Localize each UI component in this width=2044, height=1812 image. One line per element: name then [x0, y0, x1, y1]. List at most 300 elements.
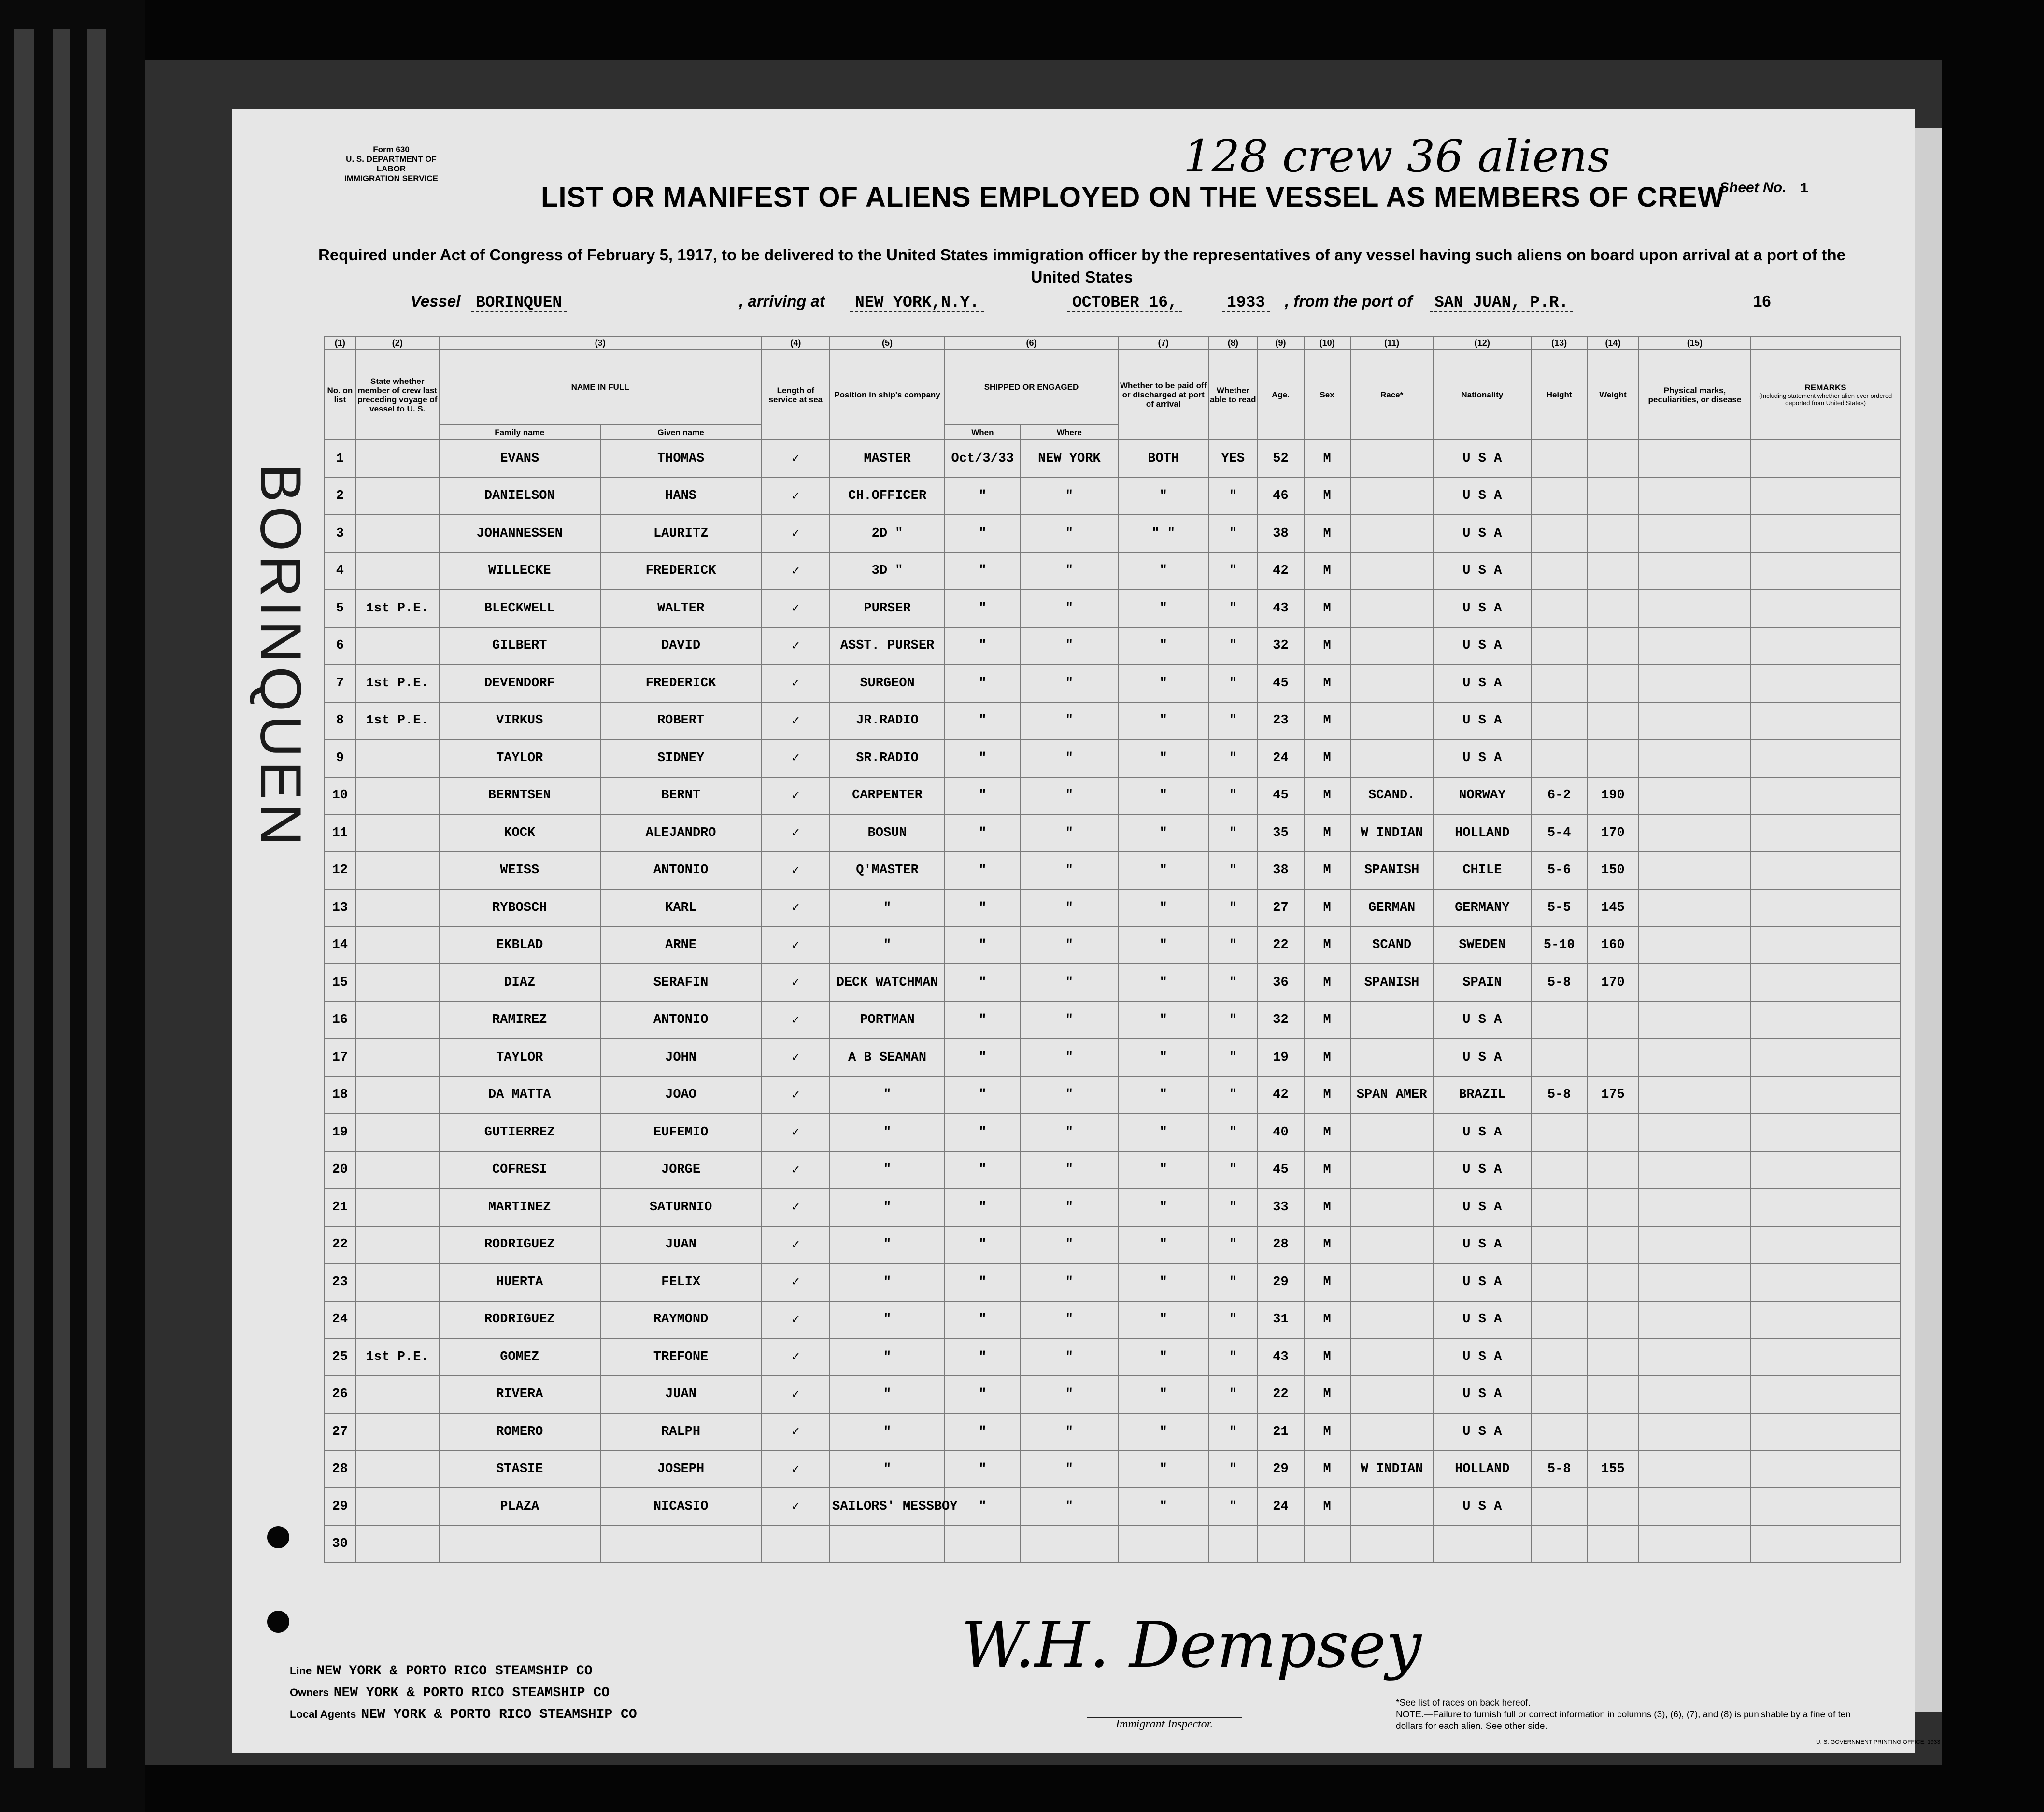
previous-voyage-cell — [356, 440, 439, 478]
given-name-cell: HANS — [600, 478, 762, 515]
inspector-signature: W.H. Dempsey — [961, 1608, 1421, 1682]
weight-cell — [1587, 627, 1638, 665]
race-cell — [1350, 478, 1434, 515]
row-number: 1 — [324, 440, 356, 478]
previous-voyage-cell — [356, 478, 439, 515]
sex-cell: M — [1304, 1301, 1350, 1339]
header-where: Where — [1021, 425, 1118, 440]
given-name-cell: RALPH — [600, 1413, 762, 1451]
service-check-mark: ✓ — [762, 440, 830, 478]
nationality-cell: U S A — [1434, 552, 1531, 590]
header-row — [324, 350, 1900, 425]
height-cell — [1531, 1338, 1587, 1376]
crew-row — [324, 1338, 1900, 1376]
paid-off-cell: " — [1118, 1114, 1208, 1151]
paid-off-cell: " — [1118, 1301, 1208, 1339]
position-cell — [830, 1526, 945, 1563]
service-check-mark: ✓ — [762, 739, 830, 777]
nationality-cell: HOLLAND — [1434, 814, 1531, 852]
shipped-when-cell: " — [945, 515, 1021, 552]
service-check-mark: ✓ — [762, 777, 830, 815]
header-remarks-title: REMARKS — [1804, 383, 1846, 392]
row-number: 25 — [324, 1338, 356, 1376]
header-remarks-note: (Including statement whether alien ever ordered deported from United States) — [1759, 392, 1892, 407]
given-name-cell: ARNE — [600, 927, 762, 964]
able-to-read-cell: " — [1208, 852, 1257, 890]
previous-voyage-cell — [356, 1301, 439, 1339]
physical-marks-cell — [1639, 1451, 1751, 1488]
sex-cell: M — [1304, 515, 1350, 552]
row-number: 19 — [324, 1114, 356, 1151]
age-cell: 35 — [1257, 814, 1304, 852]
shipped-when-cell: " — [945, 1451, 1021, 1488]
able-to-read-cell: " — [1208, 1376, 1257, 1414]
shipped-where-cell: " — [1021, 1263, 1118, 1301]
nationality-cell: U S A — [1434, 440, 1531, 478]
family-name-cell: DIAZ — [439, 964, 600, 1002]
header-paid-off: Whether to be paid off or discharged at port of arrival — [1118, 350, 1208, 440]
remarks-cell — [1751, 440, 1900, 478]
shipped-where-cell: " — [1021, 1338, 1118, 1376]
given-name-cell — [600, 1526, 762, 1563]
position-cell: " — [830, 1189, 945, 1226]
sex-cell: M — [1304, 814, 1350, 852]
given-name-cell: JUAN — [600, 1376, 762, 1414]
sex-cell: M — [1304, 777, 1350, 815]
page-subtitle: Required under Act of Congress of February 5, 1917, to be delivered to the United States immigration officer by the representatives of any vessel having such aliens on board upon arrival at a port of the United States — [318, 246, 1845, 286]
family-name-cell: KOCK — [439, 814, 600, 852]
form-department: U. S. DEPARTMENT OF LABOR — [346, 155, 437, 173]
height-cell — [1531, 1263, 1587, 1301]
age-cell: 42 — [1257, 1076, 1304, 1114]
shipped-where-cell: " — [1021, 1151, 1118, 1189]
shipped-where-cell: " — [1021, 515, 1118, 552]
service-check-mark: ✓ — [762, 1039, 830, 1076]
previous-voyage-cell — [356, 1263, 439, 1301]
shipped-where-cell: " — [1021, 1376, 1118, 1414]
column-number: (4) — [762, 336, 830, 350]
height-cell — [1531, 1488, 1587, 1526]
shipped-where-cell: " — [1021, 1226, 1118, 1264]
service-check-mark: ✓ — [762, 515, 830, 552]
position-cell: PORTMAN — [830, 1002, 945, 1039]
position-cell: " — [830, 1413, 945, 1451]
weight-cell — [1587, 1301, 1638, 1339]
physical-marks-cell — [1639, 1338, 1751, 1376]
physical-marks-cell — [1639, 1526, 1751, 1563]
service-check-mark: ✓ — [762, 702, 830, 740]
shipped-when-cell: " — [945, 1263, 1021, 1301]
age-cell: 21 — [1257, 1413, 1304, 1451]
previous-voyage-cell — [356, 1039, 439, 1076]
physical-marks-cell — [1639, 665, 1751, 702]
race-cell — [1350, 1301, 1434, 1339]
signature-caption: Immigrant Inspector. — [1087, 1717, 1242, 1731]
row-number: 9 — [324, 739, 356, 777]
row-number: 6 — [324, 627, 356, 665]
weight-cell: 190 — [1587, 777, 1638, 815]
sheet-value: 1 — [1800, 181, 1809, 197]
row-number: 21 — [324, 1189, 356, 1226]
row-number: 2 — [324, 478, 356, 515]
family-name-cell: TAYLOR — [439, 1039, 600, 1076]
row-number: 29 — [324, 1488, 356, 1526]
nationality-cell: U S A — [1434, 1338, 1531, 1376]
service-check-mark: ✓ — [762, 1488, 830, 1526]
height-cell — [1531, 1151, 1587, 1189]
remarks-cell — [1751, 1263, 1900, 1301]
height-cell: 5-10 — [1531, 927, 1587, 964]
race-cell — [1350, 1114, 1434, 1151]
column-number — [1751, 336, 1900, 350]
weight-cell: 150 — [1587, 852, 1638, 890]
able-to-read-cell: " — [1208, 1076, 1257, 1114]
column-number: (13) — [1531, 336, 1587, 350]
paid-off-cell: " — [1118, 964, 1208, 1002]
age-cell: 31 — [1257, 1301, 1304, 1339]
given-name-cell: ROBERT — [600, 702, 762, 740]
row-number: 13 — [324, 889, 356, 927]
position-cell: " — [830, 1076, 945, 1114]
race-cell — [1350, 1488, 1434, 1526]
shipped-when-cell: " — [945, 1076, 1021, 1114]
able-to-read-cell: YES — [1208, 440, 1257, 478]
given-name-cell: RAYMOND — [600, 1301, 762, 1339]
age-cell: 33 — [1257, 1189, 1304, 1226]
race-cell — [1350, 1226, 1434, 1264]
page-title: LIST OR MANIFEST OF ALIENS EMPLOYED ON THE VESSEL AS MEMBERS OF CREW — [541, 182, 1725, 213]
shipped-where-cell: " — [1021, 1076, 1118, 1114]
remarks-cell — [1751, 478, 1900, 515]
family-name-cell: GUTIERREZ — [439, 1114, 600, 1151]
crew-row — [324, 889, 1900, 927]
crew-row — [324, 1151, 1900, 1189]
position-cell: " — [830, 889, 945, 927]
remarks-cell — [1751, 1114, 1900, 1151]
given-name-cell: SATURNIO — [600, 1189, 762, 1226]
previous-voyage-cell — [356, 1451, 439, 1488]
physical-marks-cell — [1639, 852, 1751, 890]
column-number: (8) — [1208, 336, 1257, 350]
age-cell: 42 — [1257, 552, 1304, 590]
shipped-when-cell: " — [945, 889, 1021, 927]
given-name-cell: SIDNEY — [600, 739, 762, 777]
height-cell — [1531, 1413, 1587, 1451]
race-cell — [1350, 739, 1434, 777]
given-name-cell: FREDERICK — [600, 552, 762, 590]
given-name-cell: ANTONIO — [600, 852, 762, 890]
able-to-read-cell: " — [1208, 665, 1257, 702]
paid-off-cell: " — [1118, 627, 1208, 665]
handwritten-annotation: 128 crew 36 aliens — [1183, 130, 1610, 182]
paid-off-cell: " — [1118, 1451, 1208, 1488]
shipped-when-cell: " — [945, 1226, 1021, 1264]
weight-cell — [1587, 1526, 1638, 1563]
weight-cell — [1587, 1114, 1638, 1151]
header-weight: Weight — [1587, 350, 1638, 440]
folder-strip — [14, 29, 34, 1768]
column-number: (1) — [324, 336, 356, 350]
height-cell — [1531, 1039, 1587, 1076]
remarks-cell — [1751, 665, 1900, 702]
previous-voyage-cell — [356, 964, 439, 1002]
shipped-when-cell: " — [945, 1376, 1021, 1414]
nationality-cell: CHILE — [1434, 852, 1531, 890]
remarks-cell — [1751, 1376, 1900, 1414]
family-name-cell: DANIELSON — [439, 478, 600, 515]
shipped-when-cell: " — [945, 1413, 1021, 1451]
owners-field: Owners NEW YORK & PORTO RICO STEAMSHIP CO — [290, 1685, 610, 1700]
remarks-cell — [1751, 1488, 1900, 1526]
sex-cell: M — [1304, 1076, 1350, 1114]
previous-voyage-cell — [356, 927, 439, 964]
row-number: 5 — [324, 590, 356, 627]
previous-voyage-cell — [356, 1488, 439, 1526]
previous-voyage-cell — [356, 1002, 439, 1039]
service-check-mark: ✓ — [762, 814, 830, 852]
sheet-label: Sheet No. — [1719, 180, 1787, 196]
service-check-mark: ✓ — [762, 1002, 830, 1039]
physical-marks-cell — [1639, 1039, 1751, 1076]
paid-off-cell: " — [1118, 552, 1208, 590]
race-cell: SCAND — [1350, 927, 1434, 964]
height-cell — [1531, 665, 1587, 702]
family-name-cell: WEISS — [439, 852, 600, 890]
nationality-cell: U S A — [1434, 478, 1531, 515]
physical-marks-cell — [1639, 1189, 1751, 1226]
height-cell — [1531, 702, 1587, 740]
physical-marks-cell — [1639, 1263, 1751, 1301]
shipped-where-cell: " — [1021, 814, 1118, 852]
remarks-cell — [1751, 1526, 1900, 1563]
sex-cell: M — [1304, 665, 1350, 702]
nationality-cell: U S A — [1434, 1263, 1531, 1301]
able-to-read-cell: " — [1208, 627, 1257, 665]
arrival-year: 1933 — [1222, 292, 1270, 311]
sex-cell: M — [1304, 552, 1350, 590]
sex-cell: M — [1304, 1488, 1350, 1526]
header-previous-voyage: State whether member of crew last preceding voyage of vessel to U. S. — [356, 350, 439, 440]
height-cell — [1531, 440, 1587, 478]
remarks-cell — [1751, 927, 1900, 964]
service-check-mark: ✓ — [762, 1226, 830, 1264]
sex-cell: M — [1304, 1151, 1350, 1189]
weight-cell — [1587, 665, 1638, 702]
height-cell — [1531, 627, 1587, 665]
height-cell: 5-8 — [1531, 1451, 1587, 1488]
sheet-number — [1719, 180, 1808, 197]
physical-marks-cell — [1639, 440, 1751, 478]
service-check-mark — [762, 1526, 830, 1563]
age-cell: 27 — [1257, 889, 1304, 927]
service-check-mark: ✓ — [762, 1263, 830, 1301]
sex-cell: M — [1304, 702, 1350, 740]
position-cell: CH.OFFICER — [830, 478, 945, 515]
family-name-cell: HUERTA — [439, 1263, 600, 1301]
form-service: IMMIGRATION SERVICE — [344, 174, 438, 183]
row-number: 3 — [324, 515, 356, 552]
service-check-mark: ✓ — [762, 1114, 830, 1151]
shipped-where-cell: " — [1021, 627, 1118, 665]
height-cell: 5-6 — [1531, 852, 1587, 890]
crew-row — [324, 1039, 1900, 1076]
header-age: Age. — [1257, 350, 1304, 440]
year-suffix: 16 — [1753, 292, 1771, 310]
row-number: 10 — [324, 777, 356, 815]
crew-row — [324, 739, 1900, 777]
remarks-cell — [1751, 702, 1900, 740]
able-to-read-cell: " — [1208, 814, 1257, 852]
remarks-cell — [1751, 1189, 1900, 1226]
weight-cell — [1587, 1488, 1638, 1526]
paid-off-cell: " — [1118, 927, 1208, 964]
family-name-cell: MARTINEZ — [439, 1189, 600, 1226]
age-cell: 22 — [1257, 927, 1304, 964]
able-to-read-cell — [1208, 1526, 1257, 1563]
crew-manifest-table — [324, 336, 1901, 1563]
physical-marks-cell — [1639, 1301, 1751, 1339]
row-number: 30 — [324, 1526, 356, 1563]
nationality-cell: U S A — [1434, 1226, 1531, 1264]
age-cell: 52 — [1257, 440, 1304, 478]
header-service: Length of service at sea — [762, 350, 830, 440]
able-to-read-cell: " — [1208, 1451, 1257, 1488]
paid-off-cell: " — [1118, 1151, 1208, 1189]
shipped-where-cell: " — [1021, 777, 1118, 815]
weight-cell — [1587, 1263, 1638, 1301]
paid-off-cell: " — [1118, 1488, 1208, 1526]
shipped-when-cell: " — [945, 1114, 1021, 1151]
remarks-cell — [1751, 1451, 1900, 1488]
arrival-port: NEW YORK,N.Y. — [850, 292, 984, 311]
paid-off-cell: " — [1118, 1376, 1208, 1414]
remarks-cell — [1751, 814, 1900, 852]
family-name-cell: COFRESI — [439, 1151, 600, 1189]
shipped-where-cell: " — [1021, 964, 1118, 1002]
header-race: Race* — [1350, 350, 1434, 440]
shipped-when-cell: " — [945, 552, 1021, 590]
race-cell — [1350, 1413, 1434, 1451]
header-when: When — [945, 425, 1021, 440]
family-name-cell: DA MATTA — [439, 1076, 600, 1114]
able-to-read-cell: " — [1208, 1301, 1257, 1339]
weight-cell — [1587, 590, 1638, 627]
shipped-when-cell: " — [945, 478, 1021, 515]
shipped-where-cell: " — [1021, 702, 1118, 740]
age-cell: 38 — [1257, 515, 1304, 552]
column-number: (12) — [1434, 336, 1531, 350]
punch-hole — [267, 1611, 289, 1633]
punch-hole — [267, 1526, 289, 1548]
row-number: 20 — [324, 1151, 356, 1189]
able-to-read-cell: " — [1208, 1039, 1257, 1076]
age-cell: 32 — [1257, 627, 1304, 665]
sex-cell: M — [1304, 1413, 1350, 1451]
header-remarks — [1751, 350, 1900, 440]
row-number: 7 — [324, 665, 356, 702]
family-name-cell: RAMIREZ — [439, 1002, 600, 1039]
previous-voyage-cell — [356, 889, 439, 927]
shipped-when-cell: " — [945, 1039, 1021, 1076]
race-cell: SPANISH — [1350, 964, 1434, 1002]
able-to-read-cell: " — [1208, 702, 1257, 740]
service-check-mark: ✓ — [762, 627, 830, 665]
family-name-cell: GOMEZ — [439, 1338, 600, 1376]
shipped-when-cell: " — [945, 1488, 1021, 1526]
shipped-when-cell: " — [945, 1301, 1021, 1339]
age-cell: 40 — [1257, 1114, 1304, 1151]
crew-row — [324, 627, 1900, 665]
shipped-when-cell: " — [945, 777, 1021, 815]
previous-voyage-cell: 1st P.E. — [356, 702, 439, 740]
position-cell: SR.RADIO — [830, 739, 945, 777]
family-name-cell: WILLECKE — [439, 552, 600, 590]
nationality-cell: U S A — [1434, 590, 1531, 627]
age-cell: 24 — [1257, 739, 1304, 777]
physical-marks-cell — [1639, 478, 1751, 515]
given-name-cell: JORGE — [600, 1151, 762, 1189]
shipped-when-cell: " — [945, 739, 1021, 777]
paid-off-cell: " — [1118, 1002, 1208, 1039]
previous-voyage-cell — [356, 1413, 439, 1451]
physical-marks-cell — [1639, 964, 1751, 1002]
weight-cell: 160 — [1587, 927, 1638, 964]
age-cell: 38 — [1257, 852, 1304, 890]
race-cell — [1350, 665, 1434, 702]
nationality-cell: U S A — [1434, 1151, 1531, 1189]
sex-cell: M — [1304, 1263, 1350, 1301]
remarks-cell — [1751, 590, 1900, 627]
previous-voyage-cell: 1st P.E. — [356, 590, 439, 627]
arriving-label: , arriving at — [739, 292, 825, 310]
given-name-cell: LAURITZ — [600, 515, 762, 552]
shipped-where-cell: " — [1021, 927, 1118, 964]
remarks-cell — [1751, 1076, 1900, 1114]
header-height: Height — [1531, 350, 1587, 440]
sex-cell: M — [1304, 627, 1350, 665]
crew-row — [324, 552, 1900, 590]
physical-marks-cell — [1639, 1413, 1751, 1451]
remarks-cell — [1751, 515, 1900, 552]
position-cell: JR.RADIO — [830, 702, 945, 740]
shipped-when-cell: Oct/3/33 — [945, 440, 1021, 478]
race-cell — [1350, 590, 1434, 627]
weight-cell — [1587, 1413, 1638, 1451]
family-name-cell: ROMERO — [439, 1413, 600, 1451]
shipped-where-cell: " — [1021, 1301, 1118, 1339]
able-to-read-cell: " — [1208, 739, 1257, 777]
previous-voyage-cell — [356, 627, 439, 665]
shipped-where-cell: " — [1021, 1488, 1118, 1526]
crew-row — [324, 852, 1900, 890]
nationality-cell: BRAZIL — [1434, 1076, 1531, 1114]
given-name-cell: FREDERICK — [600, 665, 762, 702]
given-name-cell: JOHN — [600, 1039, 762, 1076]
position-cell: A B SEAMAN — [830, 1039, 945, 1076]
header-given-name: Given name — [600, 425, 762, 440]
column-number: (7) — [1118, 336, 1208, 350]
from-label: , from the port of — [1285, 292, 1412, 310]
sex-cell: M — [1304, 1226, 1350, 1264]
paid-off-cell: " — [1118, 1413, 1208, 1451]
nationality-cell: SPAIN — [1434, 964, 1531, 1002]
physical-marks-cell — [1639, 590, 1751, 627]
shipped-where-cell — [1021, 1526, 1118, 1563]
row-number: 4 — [324, 552, 356, 590]
nationality-cell: U S A — [1434, 1002, 1531, 1039]
note-penalty: NOTE.—Failure to furnish full or correct information in columns (3), (6), (7), and (8) is punishable by a fine of ten dollars for each alien. See other side. — [1396, 1710, 1851, 1731]
shipped-when-cell: " — [945, 1338, 1021, 1376]
